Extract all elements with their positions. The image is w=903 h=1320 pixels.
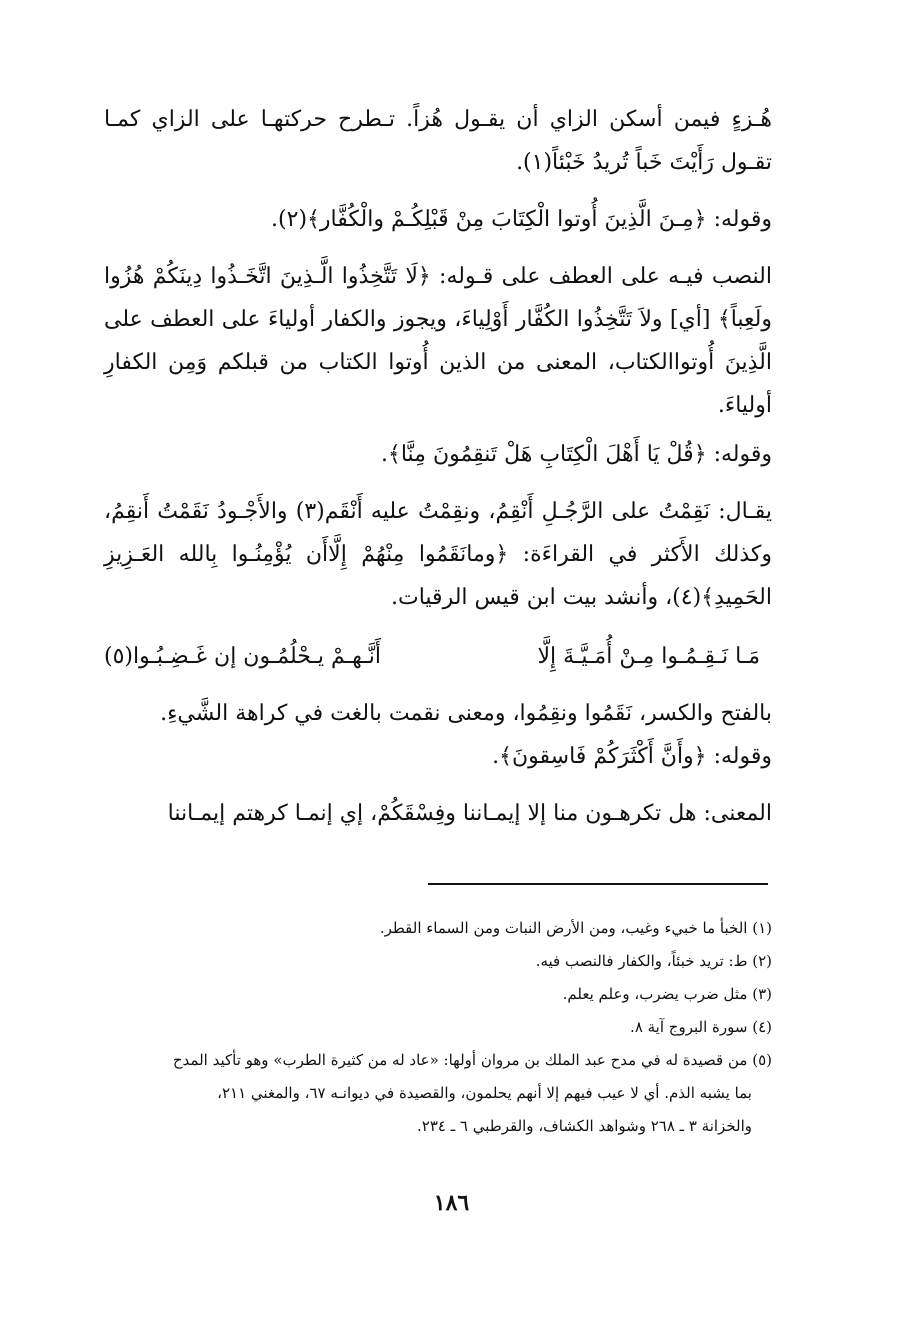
paragraph-naqamtu-explanation: يقـال: نَقِمْتُ على الرَّجُـلِ أَنْقِمُ، ونقِمْتُ عليه أَنْقَم(٣) والأَجْـودُ نَقَمْتُ أَنقِمُ، وكذلك الأَكثر في القراءَة: ﴿ومانَقَمُوا مِنْهُمْ إِلَّاأَن يُؤْمِنُـوا بِالله العَـزِيزِ الحَمِيدِ﴾(٤)، وأنشد بيت ابن قيس الرقيات. bbox=[104, 499, 773, 610]
paragraph-fath-kasr: بالفتح والكسر، نَقَمُوا ونقِمُوا، ومعنى نقمت بالغت في كراهة الشَّيءِ. bbox=[160, 701, 772, 726]
verse-first-hemistich: مَـا نَـقِـمُـوا مِـنْ أُمَـيَّـةَ إِلَّا bbox=[537, 644, 760, 669]
footnote-5-line-2: بما يشبه الذم. أي لا عيب فيهم إلا أنهم يحلمون، والقصيدة في ديوانـه ٦٧، والمغني ٢١١، bbox=[217, 1084, 752, 1102]
paragraph-quote-min-alladhina: وقوله: ﴿مِـنَ الَّذِينَ أُوتوا الْكِتَابَ مِنْ قَبْلِكُـمْ والْكُفَّار﴾(٢). bbox=[271, 207, 772, 232]
footnote-5-line-3: والخزانة ٣ ـ ٢٦٨ وشواهد الكشاف، والقرطبي ٦ ـ ٢٣٤. bbox=[417, 1117, 752, 1135]
footnotes-section bbox=[104, 912, 772, 1143]
footnote-1: (١) الخبأ ما خبيء وغيب، ومن الأرض النبات ومن السماء القطر. bbox=[379, 919, 772, 937]
footnote-separator bbox=[428, 883, 768, 885]
footnote-4: (٤) سورة البروج آية ٨. bbox=[630, 1018, 772, 1036]
paragraph-meaning: المعنى: هل تكرهـون منا إلا إيمـاننا وفِسْقَكُمْ، إي إنمـا كرهتم إيمـاننا bbox=[167, 801, 772, 826]
paragraph-hamza-note: هُـزءٍ فيمن أسكن الزاي أن يقـول هُزاً. تـطرح حركتهـا على الزاي كمـا تقـول رَأَيْتَ خَباً تُريدُ خَبْئاً(١). bbox=[104, 107, 772, 175]
paragraph-nasb-explanation: النصب فيـه على العطف على قـوله: ﴿لَا تَتَّخِذُوا الَّـذِينَ اتَّخَـذُوا دِينَكُمْ هُزُوا ولَعِباً﴾ [أي] ولاَ تَتَّخِذُوا الكُفَّار أَوْلِياءَ، ويجوز والكفار أولياءَ على العطف على الَّذِينَ أُوتواالكتاب، المعنى من الذين أُوتوا الكتاب من قبلكم وَمِن الكفارِ أولياءَ. bbox=[104, 264, 772, 418]
main-text-body bbox=[104, 98, 772, 835]
paragraph-quote-qul-ya-ahla: وقوله: ﴿قُلْ يَا أَهْلَ الْكِتَابِ هَلْ تَنقِمُونَ مِنَّا﴾. bbox=[380, 442, 772, 467]
page-number: ١٨٦ bbox=[433, 1190, 470, 1216]
paragraph-quote-aktharakum: وقوله: ﴿وأَنَّ أَكْثَرَكُمْ فَاسِقونَ﴾. bbox=[492, 744, 772, 769]
footnote-2: (٢) ط: تريد خبئاً، والكفار فالنصب فيه. bbox=[535, 952, 772, 970]
footnote-5-line-1: (٥) من قصيدة له في مدح عبد الملك بن مروان أولها: «عاد له من كثيرة الطرب» وهو تأكيد المدح bbox=[172, 1051, 772, 1069]
poetry-verse bbox=[104, 635, 772, 678]
footnote-3: (٣) مثل ضرب يضرب، وعلم يعلم. bbox=[562, 985, 772, 1003]
verse-second-hemistich: أَنَّـهـمْ يـحْلُمُـون إن غَـضِـبُـوا(٥) bbox=[104, 644, 381, 669]
